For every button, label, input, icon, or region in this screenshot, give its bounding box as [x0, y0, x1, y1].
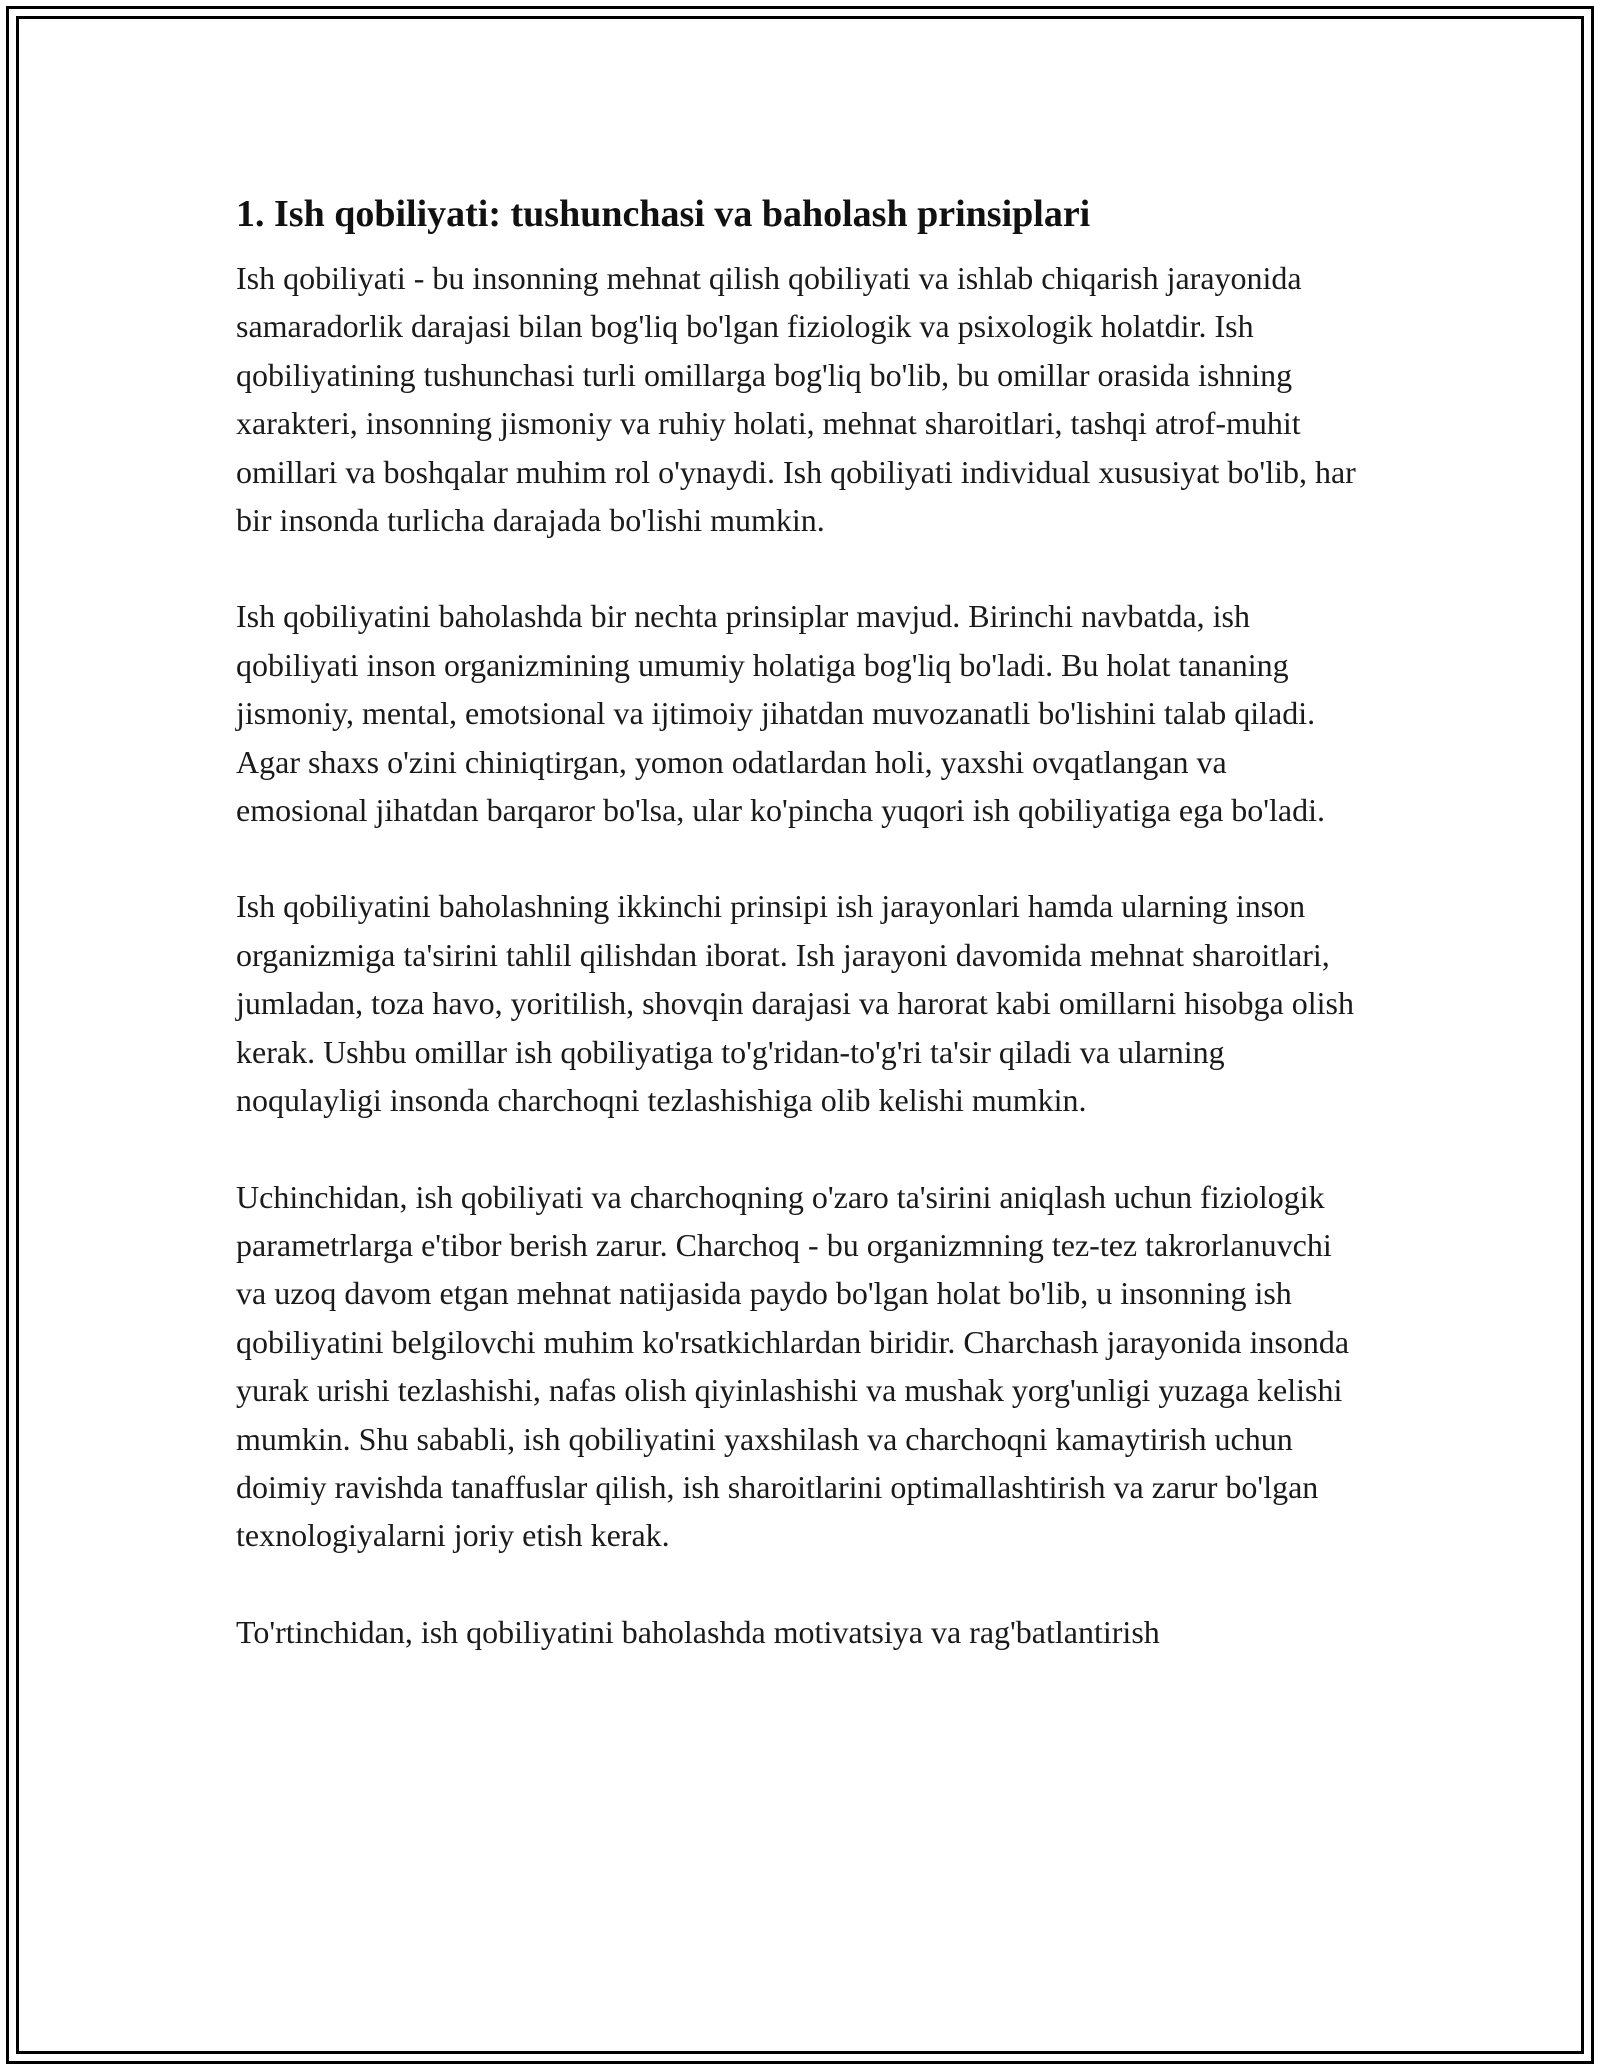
paragraph-principles-intro: Ish qobiliyatini baholashda bir nechta prinsiplar mavjud. Birinchi navbatda, ish qobiliyati inson organizmining umumiy holatiga bog'liq bo'ladi. Bu holat tananing jismoniy, mental, emotsional va ijtimoiy jihatdan muvozanatli bo'lishini talab qiladi. Agar shaxs o'zini chiniqtirgan, yomon odatlardan holi, yaxshi ovqatlangan va emosional jihatdan barqaror bo'lsa, ular ko'pincha yuqori ish qobiliyatiga ega bo'ladi. — [236, 598, 1326, 829]
paragraph-fourth-principle: To'rtinchidan, ish qobiliyatini baholashda motivatsiya va rag'batlantirish — [236, 1613, 1160, 1650]
paragraph-second-principle: Ish qobiliyatini baholashning ikkinchi prinsipi ish jarayonlari hamda ularning inson organizmiga ta'sirini tahlil qilishdan iborat. Ish jarayoni davomida mehnat sharoitlari, jumladan, toza havo, yoritilish, shovqin darajasi va harorat kabi omillarni hisobga olish kerak. Ushbu omillar ish qobiliyatiga to'g'ridan-to'g'ri ta'sir qiladi va ularning noqulayligi insonda charchoqni tezlashishiga olib kelishi mumkin. — [236, 888, 1354, 1119]
paragraph-third-principle: Uchinchidan, ish qobiliyati va charchoqning o'zaro ta'sirini aniqlash uchun fiziologik parametrlarga e'tibor berish zarur. Charchoq - bu organizmning tez-tez takrorlanuvchi va uzoq davom etgan mehnat natijasida paydo bo'lgan holat bo'lib, u insonning ish qobiliyatini belgilovchi muhim ko'rsatkichlardan biridir. Charchash jarayonida insonda yurak urishi tezlashishi, nafas olish qiyinlashishi va mushak yorg'unligi yuzaga kelishi mumkin. Shu sababli, ish qobiliyatini yaxshilash va charchoqni kamaytirish uchun doimiy ravishda tanaffuslar qilish, ish sharoitlarini optimallashtirish va zarur bo'lgan texnologiyalarni joriy etish kerak. — [236, 1178, 1350, 1554]
section-heading: 1. Ish qobiliyati: tushunchasi va baholash prinsiplari — [236, 193, 1091, 235]
paragraph-definition: Ish qobiliyati - bu insonning mehnat qilish qobiliyati va ishlab chiqarish jarayonida samaradorlik darajasi bilan bog'liq bo'lgan fiziologik va psixologik holatdir. Ish qobiliyatining tushunchasi turli omillarga bog'liq bo'lib, bu omillar orasida ishning xarakteri, insonning jismoniy va ruhiy holati, mehnat sharoitlari, tashqi atrof-muhit omillari va boshqalar muhim rol o'ynaydi. Ish qobiliyati individual xususiyat bo'lib, har bir insonda turlicha darajada bo'lishi mumkin. — [236, 260, 1356, 539]
document-body — [236, 186, 1366, 1656]
